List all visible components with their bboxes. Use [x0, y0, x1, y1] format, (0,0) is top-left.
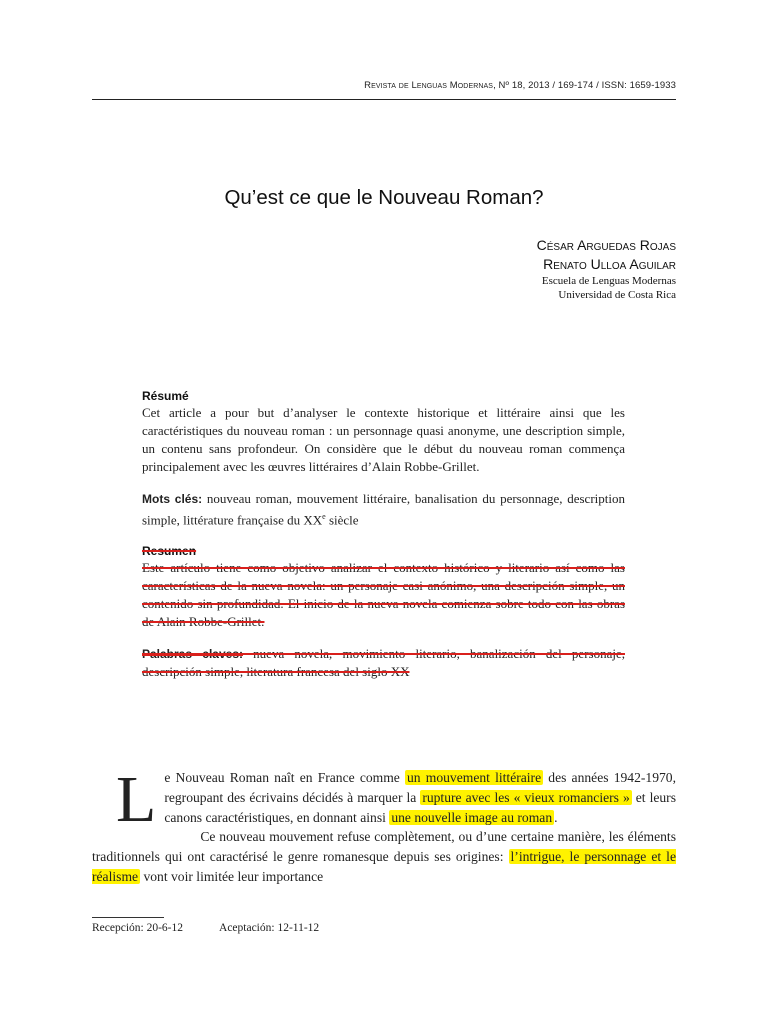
accepted-date: Aceptación: 12-11-12 — [219, 922, 320, 934]
highlight-3: une nouvelle image au roman — [391, 809, 553, 825]
p2-text-1: Ce nouveau mouvement refuse complètement, ou d’une certaine manière, les éléments traditionnels qui ont caractérisé le genre romanesque depuis ses origines: — [92, 829, 676, 865]
drop-cap: L — [116, 763, 157, 836]
paragraph-1 — [92, 763, 677, 836]
keywords-fr-suffix: siècle — [325, 512, 359, 528]
highlight-2: rupture avec les « vieux romanciers » — [422, 789, 630, 805]
keywords-spanish — [142, 645, 625, 681]
body-text — [92, 763, 677, 887]
abstract-fr-heading: Résumé — [142, 389, 189, 403]
century-superscript: e — [322, 512, 326, 521]
keywords-french — [142, 490, 625, 529]
issue-info: , Nº 18, 2013 / 169-174 / ISSN: 1659-1933 — [493, 80, 676, 91]
keywords-es-text: nueva novela, movimiento literario, banalización del personaje, descripción simple, literatura francesa del siglo XX — [142, 646, 625, 680]
article-title: Qu’est ce que le Nouveau Roman? — [224, 185, 544, 209]
highlight-1: un mouvement littéraire — [407, 770, 542, 785]
keywords-fr-text: nouveau roman, mouvement littéraire, banalisation du personnage, description simple, littérature française du XX — [142, 491, 625, 528]
p2-text-2: vont voir limitée leur importance — [140, 868, 324, 884]
abstract-es-text: Este artículo tiene como objetivo analizar el contexto histórico y literario así como las características de la nueva novela: un personaje casi anónimo, una descripción simple, un contenido sin profundidad. El inicio de la nueva novela comienza sobre todo con las obras de Alain Robbe-Grillet. — [142, 560, 625, 630]
author-2: Renato Ulloa Aguilar — [543, 256, 676, 272]
abstract-es-heading: Resumen — [142, 544, 197, 559]
affiliation-school: Escuela de Lenguas Modernas — [541, 275, 676, 287]
paragraph-2 — [92, 827, 676, 886]
received-date: Recepción: 20-6-12 — [92, 922, 184, 934]
abstract-fr-text: Cet article a pour but d’analyser le contexte historique et littéraire ainsi que les caractéristiques du nouveau roman : un personnage quasi anonyme, une description simple, un contenu sans profondeur. On considère que le début du nouveau roman commença principalement avec les œuvres littéraires d’Alain Robbe-Grillet. — [142, 405, 625, 474]
highlight-4: l’intrigue, le personnage et le réalisme — [92, 849, 676, 884]
abstract-spanish — [142, 543, 625, 631]
running-header — [92, 80, 676, 91]
footnote-rule — [92, 917, 164, 918]
p1-text-2: des années 1942-1970, regroupant des écrivains décidés à marquer la — [164, 770, 676, 805]
affiliation-university: Universidad de Costa Rica — [558, 289, 676, 301]
footnote-dates — [92, 922, 319, 934]
abstract-section — [142, 388, 625, 695]
p1-text-3: et leurs canons caractéristiques, en donnant ainsi — [164, 789, 677, 825]
keywords-es-label: Palabras claves: — [142, 647, 243, 662]
journal-name: Revista de Lenguas Modernas — [364, 80, 494, 91]
author-1: César Arguedas Rojas — [536, 237, 676, 253]
abstract-french — [142, 388, 625, 476]
header-rule — [92, 99, 676, 100]
author-block — [537, 236, 676, 302]
p1-text-1: e Nouveau Roman naît en France comme — [164, 770, 405, 785]
p1-text-4: . — [554, 809, 558, 825]
keywords-fr-label: Mots clés: — [142, 492, 203, 506]
